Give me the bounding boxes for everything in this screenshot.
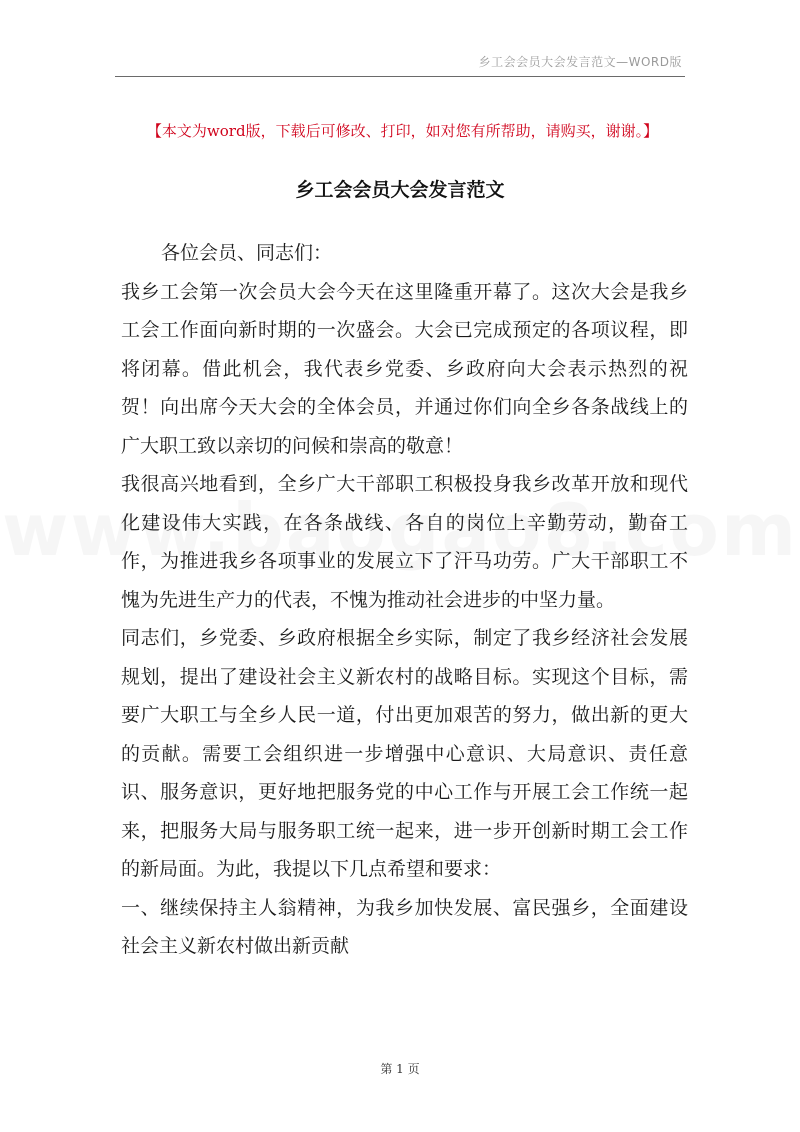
header-rule [115, 76, 685, 77]
greeting-paragraph: 各位会员、同志们： [161, 242, 333, 264]
body-paragraph: 我乡工会第一次会员大会今天在这里隆重开幕了。这次大会是我乡工会工作面向新时期的一次盛会。大会已完成预定的各项议程，即将闭幕。借此机会，我代表乡党委、乡政府向大会表示热烈的祝贺！向出席今天大会的全体会员，并通过你们向全乡各条战线上的广大职工致以亲切的问候和崇高的敬意！ [121, 280, 688, 457]
document-title: 乡工会会员大会发言范文 [295, 179, 505, 201]
running-header: 乡工会会员大会发言范文—WORD版 [478, 55, 682, 69]
body-paragraph: 我很高兴地看到，全乡广大干部职工积极投身我乡改革开放和现代化建设伟大实践，在各条战线、各自的岗位上辛勤劳动，勤奋工作，为推进我乡各项事业的发展立下了汗马功劳。广大干部职工不愧为先进生产力的代表，不愧为推动社会进步的中坚力量。 [121, 473, 688, 611]
document-body [121, 234, 688, 966]
page-number: 第 1 页 [380, 1062, 420, 1076]
body-paragraph: 同志们，乡党委、乡政府根据全乡实际，制定了我乡经济社会发展规划，提出了建设社会主义新农村的战略目标。实现这个目标，需要广大职工与全乡人民一道，付出更加艰苦的努力，做出新的更大的贡献。需要工会组织进一步增强中心意识、大局意识、责任意识、服务意识，更好地把服务党的中心工作与开展工会工作统一起来，把服务大局与服务职工统一起来，进一步开创新时期工会工作的新局面。为此，我提以下几点希望和要求： [121, 627, 688, 880]
purchase-notice: 【本文为word版，下载后可修改、打印，如对您有所帮助，请购买，谢谢。】 [146, 122, 659, 140]
section-heading: 一、继续保持主人翁精神，为我乡加快发展、富民强乡，全面建设社会主义新农村做出新贡献 [121, 896, 688, 957]
